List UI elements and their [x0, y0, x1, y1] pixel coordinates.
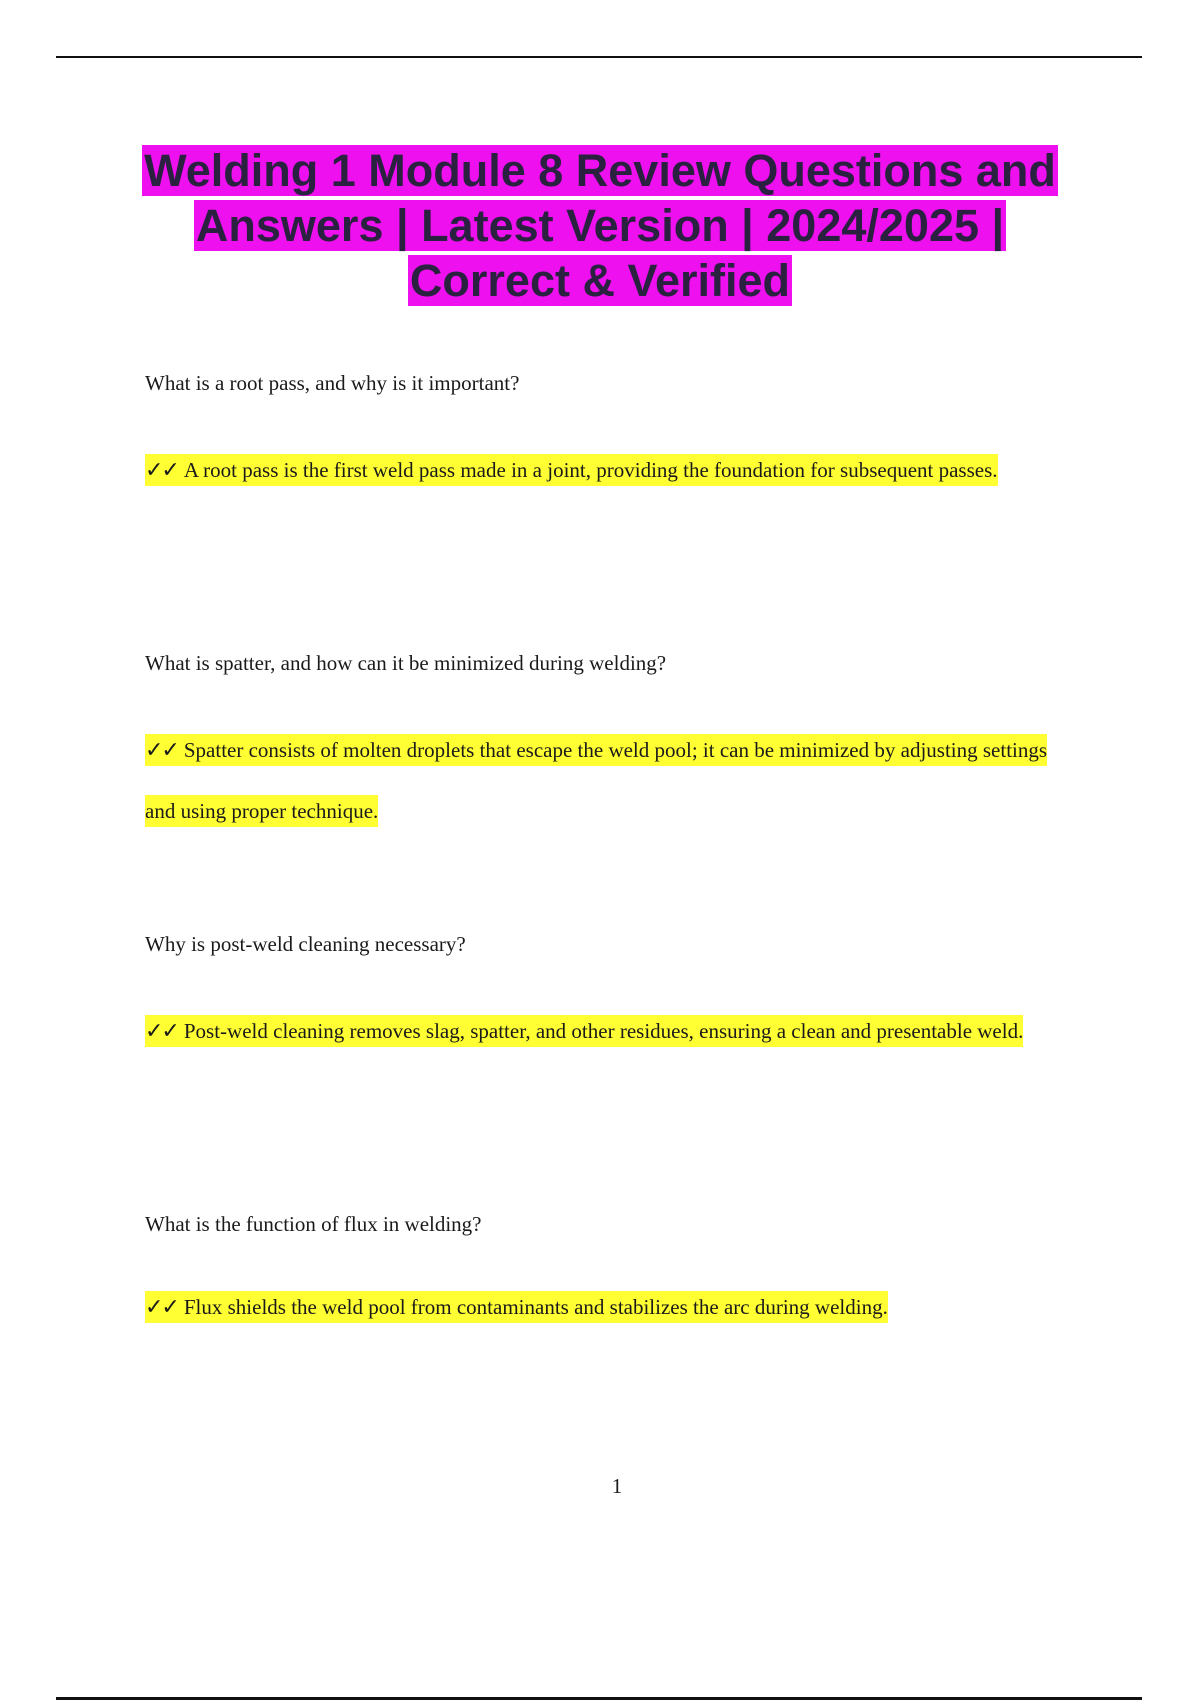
answer-highlight [145, 454, 998, 486]
answer-text [145, 440, 1075, 501]
answer-body: Spatter consists of molten droplets that escape the weld pool; it can be minimized by adjusting settings and using proper technique. [145, 738, 1048, 823]
answer-body: Post-weld cleaning removes slag, spatter, and other residues, ensuring a clean and presentable weld. [183, 1019, 1024, 1043]
question-text: What is spatter, and how can it be minimized during welding? [145, 651, 667, 675]
answer-text [145, 720, 1075, 842]
question-text: What is a root pass, and why is it important? [145, 371, 520, 395]
answer-highlight [145, 1291, 888, 1323]
check-icon: ✓✓ [145, 1295, 178, 1320]
question-text: What is the function of flux in welding? [145, 1212, 482, 1236]
check-icon: ✓✓ [145, 458, 178, 483]
answer-text [145, 1001, 1075, 1062]
question-text: Why is post-weld cleaning necessary? [145, 932, 466, 956]
qa-item [145, 650, 1075, 842]
answer-body: Flux shields the weld pool from contaminants and stabilizes the arc during welding. [183, 1295, 888, 1319]
check-icon: ✓✓ [145, 1019, 178, 1044]
check-icon: ✓✓ [145, 738, 178, 763]
qa-item [145, 931, 1075, 1062]
answer-highlight [145, 734, 1047, 827]
answer-highlight [145, 1015, 1023, 1047]
title-block [120, 143, 1080, 308]
qa-item [145, 370, 1075, 501]
document-title [120, 143, 1080, 308]
qa-item [145, 1211, 1075, 1338]
title-highlight: Welding 1 Module 8 Review Questions and Answers | Latest Version | 2024/2025 | Correct & Verified [144, 145, 1056, 306]
answer-text [145, 1277, 1075, 1338]
answer-body: A root pass is the first weld pass made in a joint, providing the foundation for subsequent passes. [183, 458, 998, 482]
top-rule [56, 56, 1142, 58]
page-number: 1 [611, 1474, 623, 1498]
